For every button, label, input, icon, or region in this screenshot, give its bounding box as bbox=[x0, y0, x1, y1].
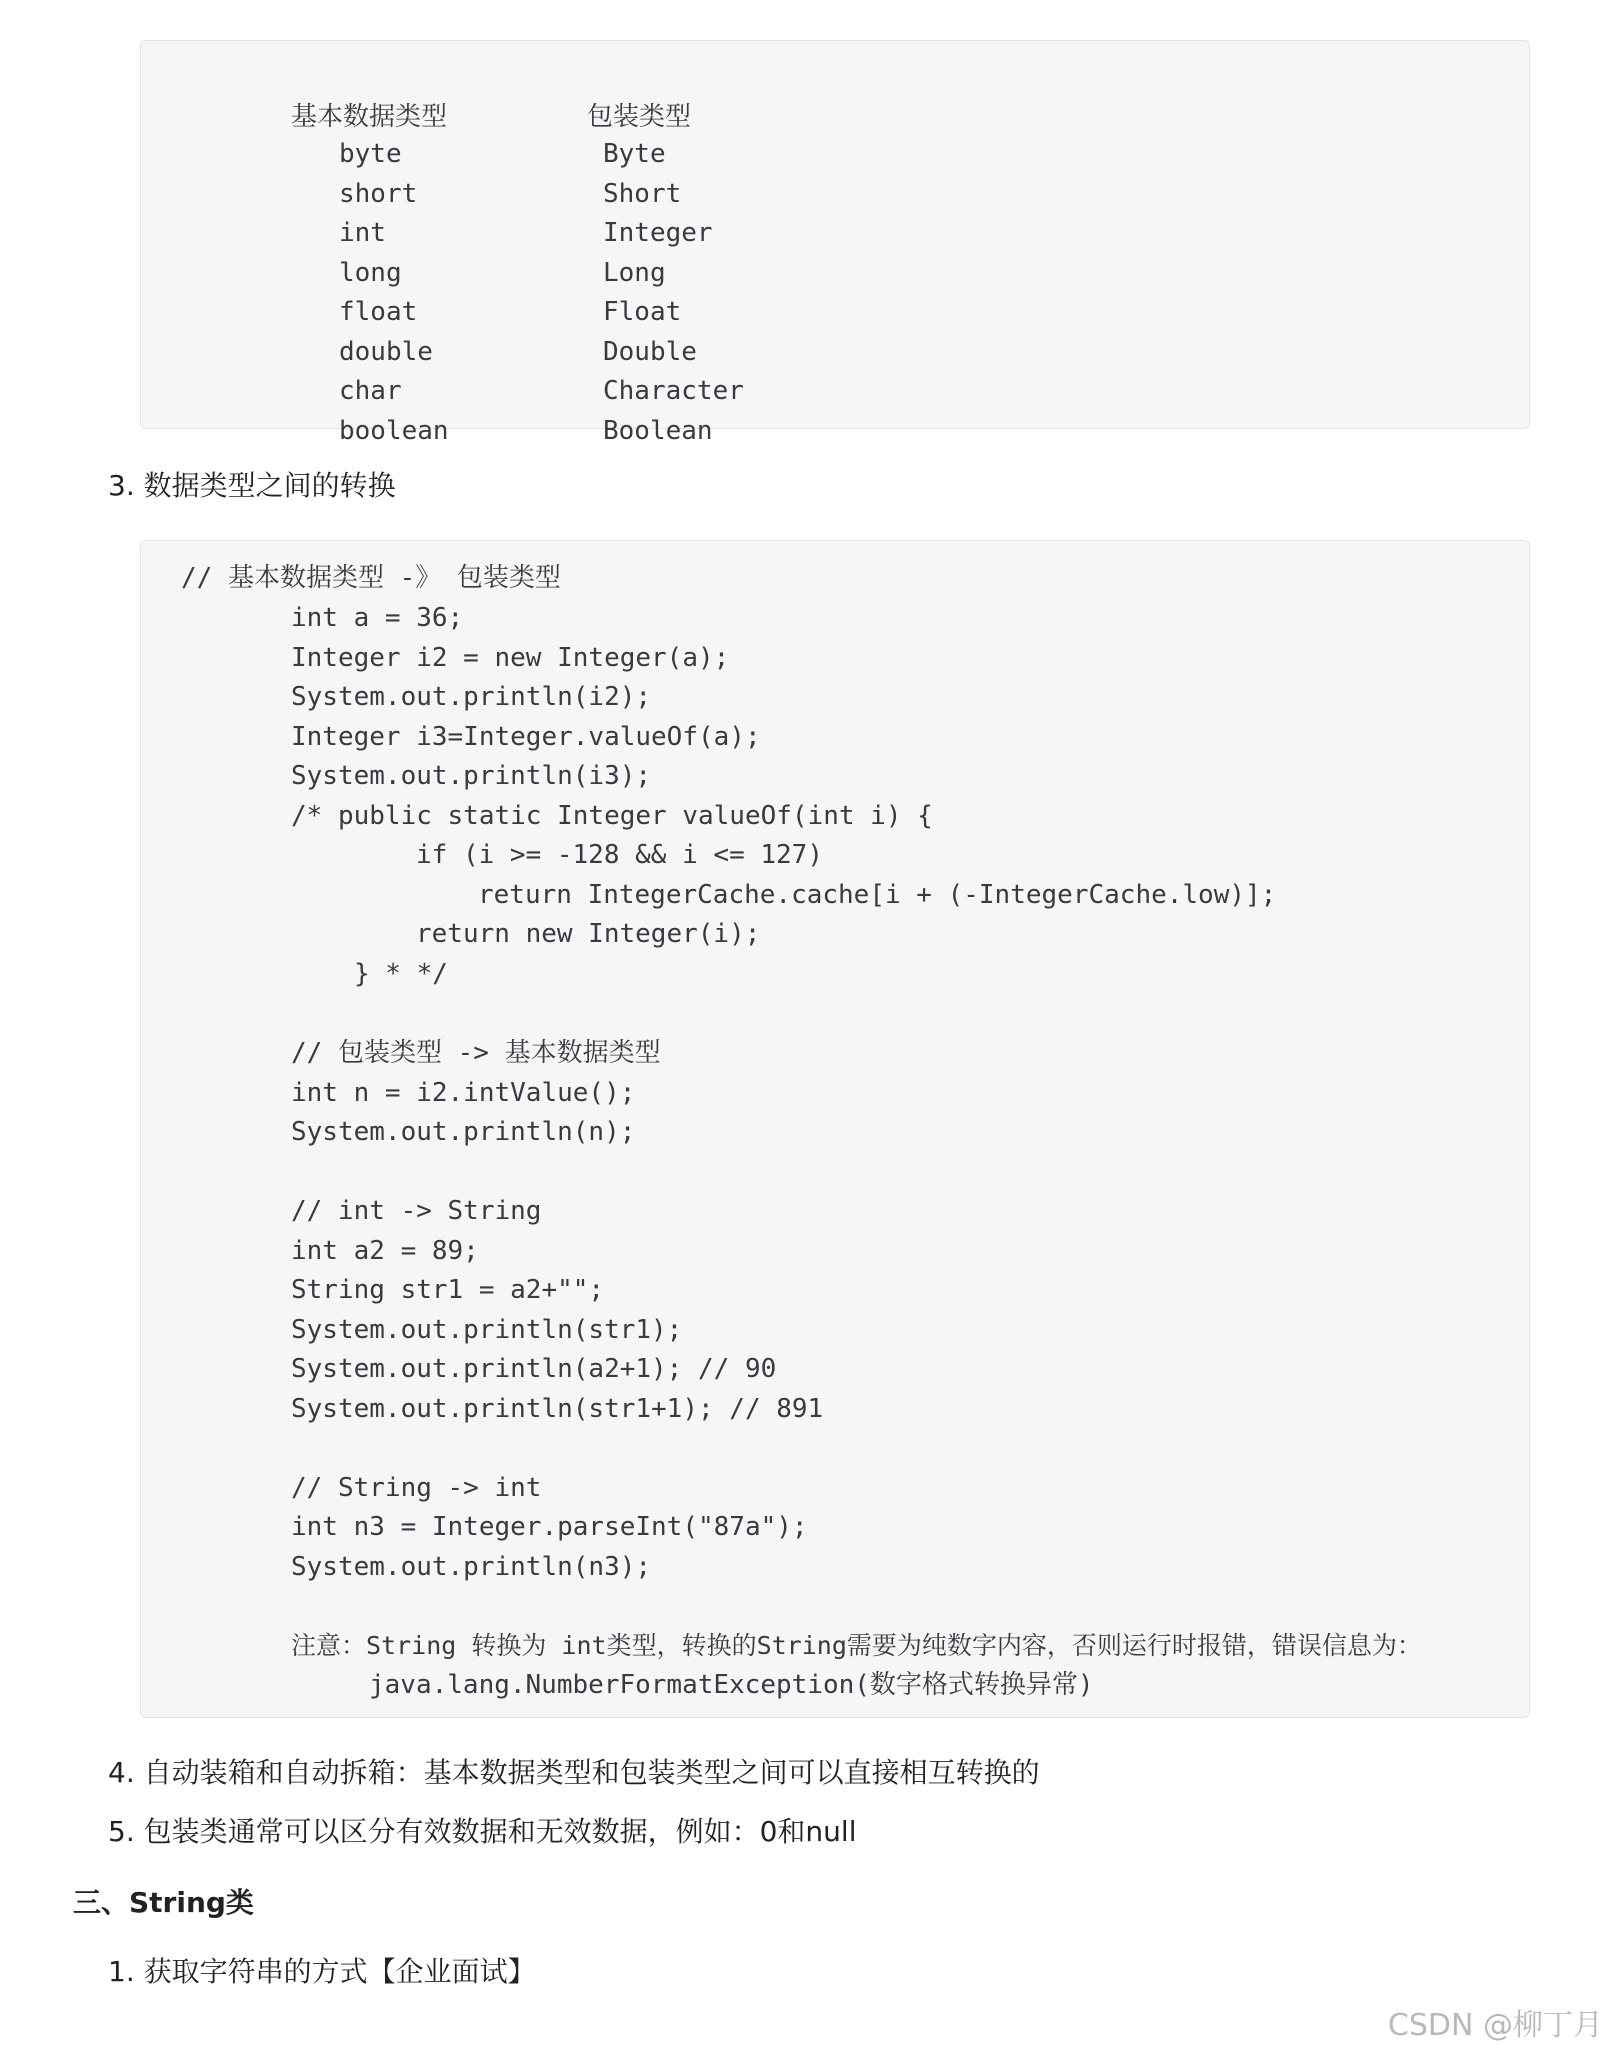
type-table bbox=[141, 41, 1529, 446]
code-line: int n = i2.intValue(); bbox=[291, 1078, 636, 1108]
list-item-5: 5. 包装类通常可以区分有效数据和无效数据，例如：0和null bbox=[108, 1815, 857, 1848]
primitive-cell: char bbox=[339, 376, 402, 406]
code-line: return new Integer(i); bbox=[416, 919, 761, 949]
code-note-line: java.lang.NumberFormatException(数字格式转换异常) bbox=[369, 1670, 1094, 1700]
header-wrapper: 包装类型 bbox=[587, 102, 692, 132]
list-item-1: 1. 获取字符串的方式【企业面试】 bbox=[108, 1955, 536, 1988]
code-line: /* public static Integer valueOf(int i) { bbox=[291, 801, 933, 831]
code-line: int a = 36; bbox=[291, 603, 464, 633]
code-line: System.out.println(str1); bbox=[291, 1315, 683, 1345]
code-line: System.out.println(i2); bbox=[291, 682, 652, 712]
list-item-3: 3. 数据类型之间的转换 bbox=[108, 469, 396, 502]
code-line: int a2 = 89; bbox=[291, 1236, 479, 1266]
primitive-cell: int bbox=[339, 218, 386, 248]
code-line: System.out.println(a2+1); // 90 bbox=[291, 1354, 777, 1384]
wrapper-cell: Character bbox=[603, 376, 744, 406]
code-line: // 基本数据类型 -》 包装类型 bbox=[181, 563, 561, 593]
type-table-code-block bbox=[140, 40, 1530, 446]
primitive-cell: float bbox=[339, 297, 418, 327]
wrapper-cell: Integer bbox=[603, 218, 713, 248]
wrapper-cell: Long bbox=[603, 257, 666, 288]
code-line: } * */ bbox=[354, 959, 448, 989]
wrapper-cell: Short bbox=[603, 178, 682, 209]
code-line: int n3 = Integer.parseInt("87a"); bbox=[291, 1512, 808, 1542]
primitive-cell: double bbox=[339, 336, 433, 367]
code-line: System.out.println(n); bbox=[291, 1117, 636, 1147]
wrapper-cell: Boolean bbox=[603, 415, 713, 446]
wrapper-column bbox=[603, 135, 744, 451]
code-line: return IntegerCache.cache[i + (-IntegerCache.low)]; bbox=[478, 880, 1277, 910]
code-line: System.out.println(i3); bbox=[291, 761, 652, 791]
section-heading-string-class: 三、String类 bbox=[73, 1886, 254, 1919]
code-line: Integer i2 = new Integer(a); bbox=[291, 643, 730, 673]
primitive-cell: long bbox=[339, 257, 402, 288]
wrapper-cell: Byte bbox=[603, 139, 666, 169]
list-item-4: 4. 自动装箱和自动拆箱：基本数据类型和包装类型之间可以直接相互转换的 bbox=[108, 1756, 1040, 1789]
conversion-code-block bbox=[140, 540, 1530, 1718]
wrapper-cell: Double bbox=[603, 336, 697, 367]
csdn-watermark: CSDN @柳丁月 bbox=[1387, 2008, 1603, 2043]
code-line: String str1 = a2+""; bbox=[291, 1275, 605, 1305]
primitive-column bbox=[339, 135, 449, 451]
code-line: if (i >= -128 && i <= 127) bbox=[416, 840, 823, 870]
code-note-line: 注意：String 转换为 int类型，转换的String需要为纯数字内容，否则运行时报错，错误信息为： bbox=[291, 1631, 1422, 1660]
code-line: // 包装类型 -> 基本数据类型 bbox=[291, 1038, 661, 1068]
primitive-cell: short bbox=[339, 178, 418, 209]
code-line: System.out.println(n3); bbox=[291, 1552, 652, 1582]
header-primitive: 基本数据类型 bbox=[291, 102, 448, 132]
code-line: Integer i3=Integer.valueOf(a); bbox=[291, 722, 761, 752]
code-line: System.out.println(str1+1); // 891 bbox=[291, 1394, 824, 1424]
code-line: // String -> int bbox=[291, 1473, 542, 1503]
code-line: // int -> String bbox=[291, 1196, 542, 1226]
primitive-cell: byte bbox=[339, 139, 402, 169]
wrapper-cell: Float bbox=[603, 297, 682, 327]
primitive-cell: boolean bbox=[339, 415, 449, 446]
